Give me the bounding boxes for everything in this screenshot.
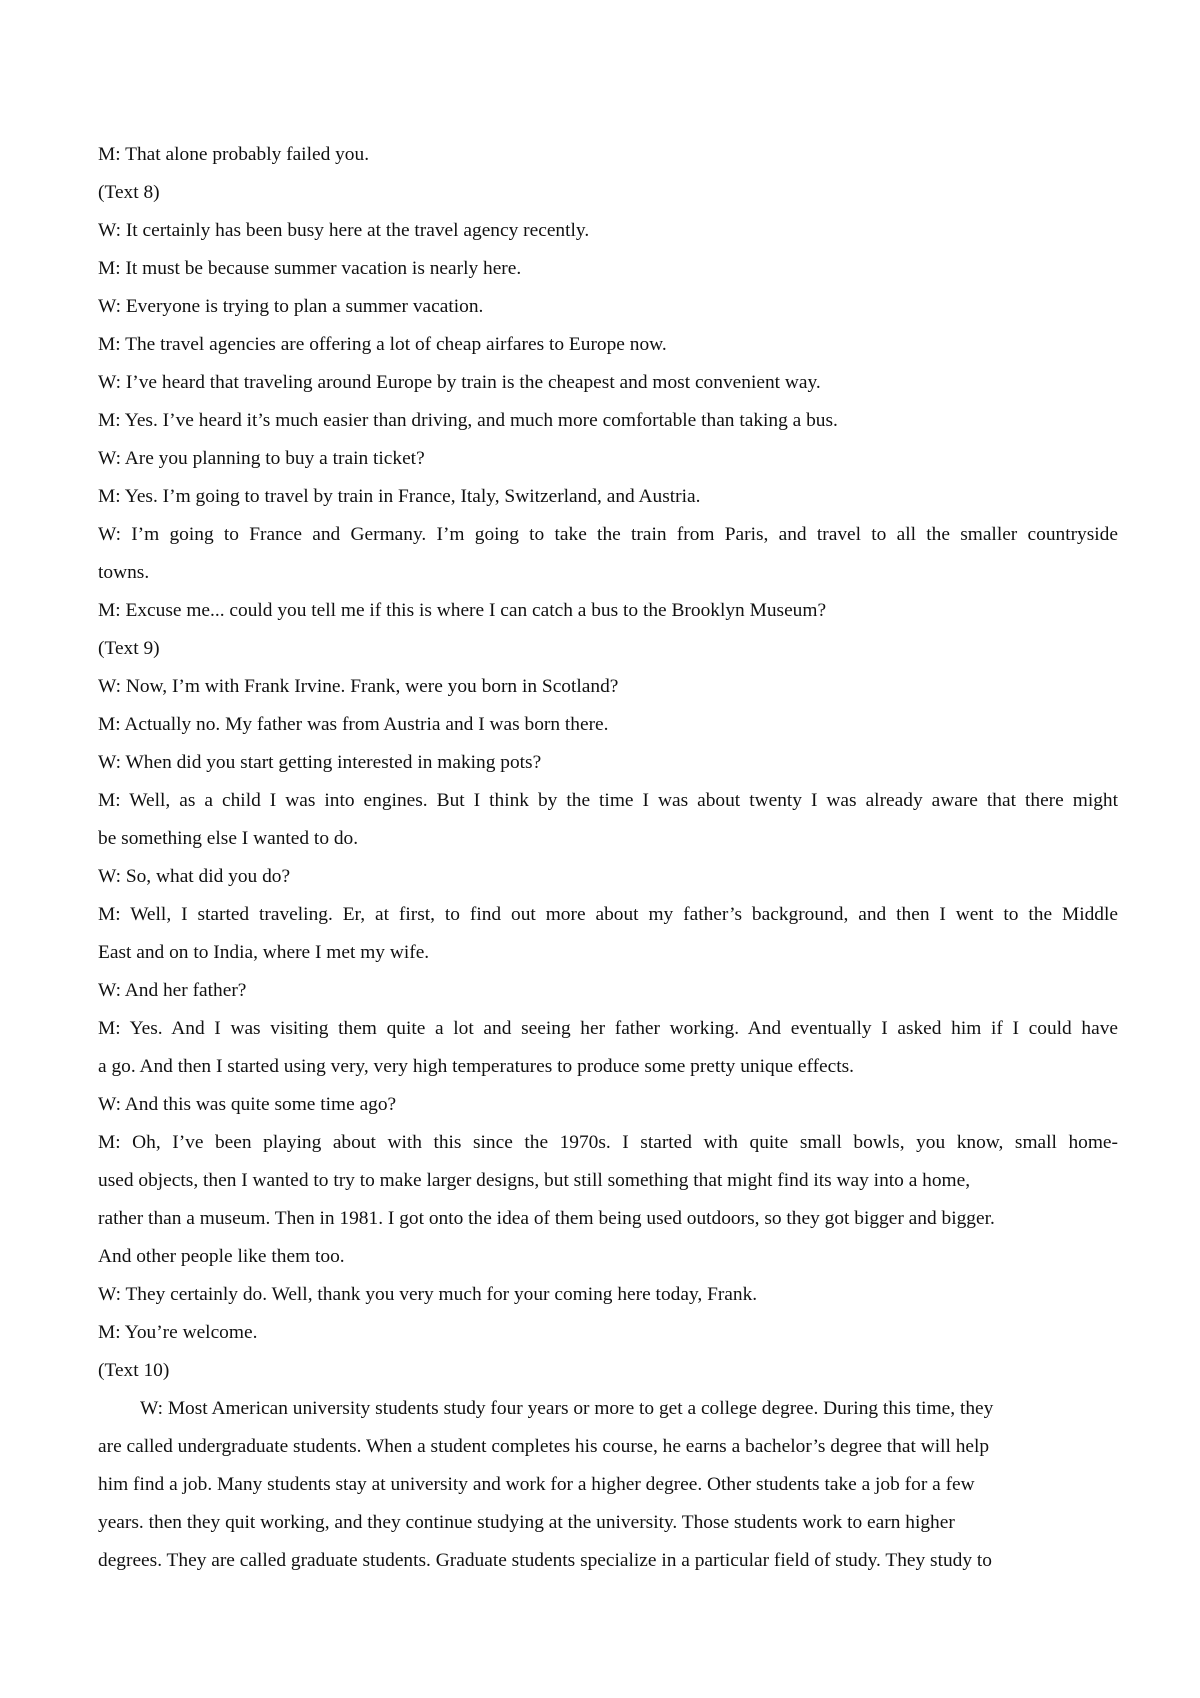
text-line: M: Well, I started traveling. Er, at first, to find out more about my father’s background, and then I went to the Middle xyxy=(98,904,1118,925)
section-heading: (Text 8) xyxy=(98,182,160,203)
section-heading: (Text 10) xyxy=(98,1360,170,1381)
text-line: W: It certainly has been busy here at the travel agency recently. xyxy=(98,220,590,241)
text-line: him find a job. Many students stay at university and work for a higher degree. Other students take a job for a few xyxy=(98,1474,975,1495)
text-line: M: Yes. I’ve heard it’s much easier than driving, and much more comfortable than taking a bus. xyxy=(98,410,838,431)
text-line: a go. And then I started using very, very high temperatures to produce some pretty unique effects. xyxy=(98,1056,855,1077)
text-line: W: When did you start getting interested in making pots? xyxy=(98,752,542,773)
text-line: W: They certainly do. Well, thank you very much for your coming here today, Frank. xyxy=(98,1284,758,1305)
text-line: M: Yes. I’m going to travel by train in France, Italy, Switzerland, and Austria. xyxy=(98,486,701,507)
text-line: W: Are you planning to buy a train ticket? xyxy=(98,448,425,469)
text-line: used objects, then I wanted to try to make larger designs, but still something that might find its way into a home, xyxy=(98,1170,971,1191)
text-line: W: So, what did you do? xyxy=(98,866,291,887)
text-line: be something else I wanted to do. xyxy=(98,828,359,849)
text-line: And other people like them too. xyxy=(98,1246,345,1267)
text-line: M: Oh, I’ve been playing about with this since the 1970s. I started with quite small bowls, you know, small home- xyxy=(98,1132,1118,1153)
text-line: W: And her father? xyxy=(98,980,247,1001)
section-heading: (Text 9) xyxy=(98,638,160,659)
text-line: M: You’re welcome. xyxy=(98,1322,258,1343)
text-line: rather than a museum. Then in 1981. I got onto the idea of them being used outdoors, so they got bigger and bigger. xyxy=(98,1208,995,1229)
text-line: W: Most American university students study four years or more to get a college degree. During this time, they xyxy=(140,1398,994,1419)
text-line: M: Actually no. My father was from Austria and I was born there. xyxy=(98,714,609,735)
text-line: M: The travel agencies are offering a lot of cheap airfares to Europe now. xyxy=(98,334,667,355)
text-line: M: Well, as a child I was into engines. But I think by the time I was about twenty I was already aware that there might xyxy=(98,790,1118,811)
text-line: M: Yes. And I was visiting them quite a lot and seeing her father working. And eventually I asked him if I could have xyxy=(98,1018,1118,1039)
text-line: M: That alone probably failed you. xyxy=(98,144,370,165)
text-line: W: Now, I’m with Frank Irvine. Frank, were you born in Scotland? xyxy=(98,676,619,697)
text-line: towns. xyxy=(98,562,150,583)
text-line: W: And this was quite some time ago? xyxy=(98,1094,397,1115)
text-line: W: I’m going to France and Germany. I’m going to take the train from Paris, and travel to all the smaller countryside xyxy=(98,524,1118,545)
document-page xyxy=(98,136,1118,1580)
text-line: East and on to India, where I met my wife. xyxy=(98,942,430,963)
text-line: W: Everyone is trying to plan a summer vacation. xyxy=(98,296,484,317)
text-line: are called undergraduate students. When a student completes his course, he earns a bachelor’s degree that will help xyxy=(98,1436,990,1457)
text-line: years. then they quit working, and they continue studying at the university. Those students work to earn higher xyxy=(98,1512,955,1533)
text-line: W: I’ve heard that traveling around Europe by train is the cheapest and most convenient way. xyxy=(98,372,821,393)
text-line: M: Excuse me... could you tell me if this is where I can catch a bus to the Brooklyn Museum? xyxy=(98,600,827,621)
text-line: degrees. They are called graduate students. Graduate students specialize in a particular field of study. They study to xyxy=(98,1550,992,1571)
text-line: M: It must be because summer vacation is nearly here. xyxy=(98,258,522,279)
